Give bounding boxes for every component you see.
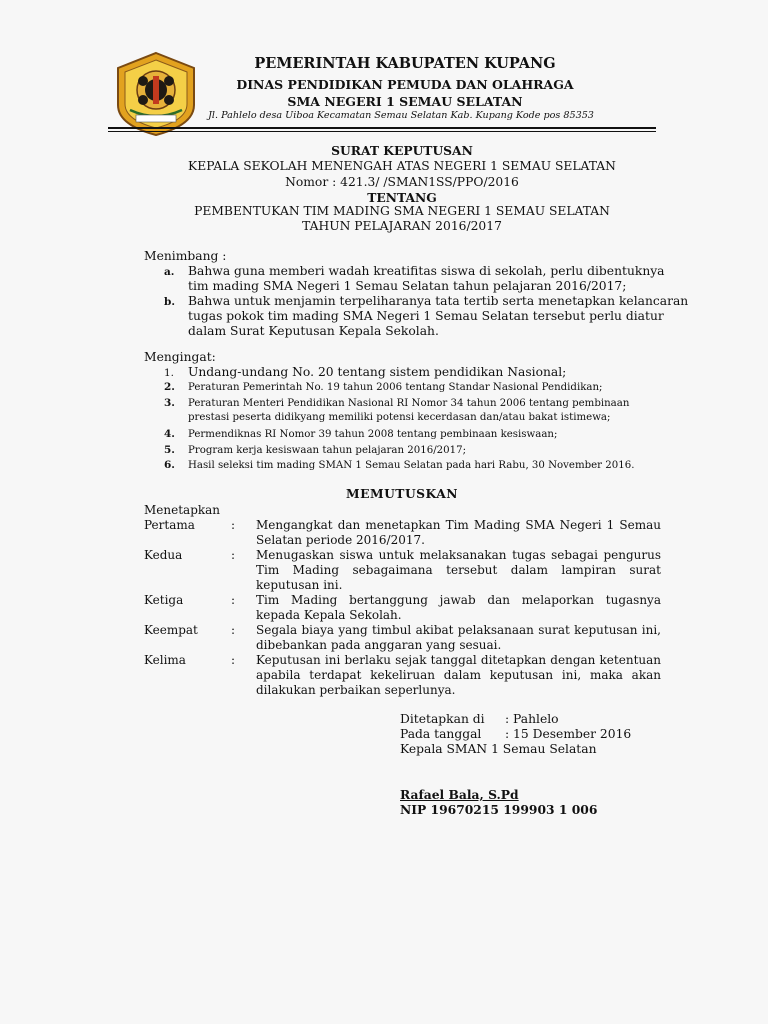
- list-line: Permendiknas RI Nomor 39 tahun 2008 tentang pembinaan kesiswaan;: [188, 429, 558, 440]
- signatory-name: Rafael Bala, S.Pd: [400, 787, 519, 802]
- letterhead-department: DINAS PENDIDIKAN PEMUDA DAN OLAHRAGA: [236, 77, 574, 92]
- decree-type: SURAT KEPUTUSAN: [331, 143, 473, 158]
- list-item-b: [164, 294, 688, 308]
- decision-label: Kedua: [144, 548, 183, 562]
- letterhead-school: SMA NEGERI 1 SEMAU SELATAN: [287, 94, 523, 109]
- decree-subject: PEMBENTUKAN TIM MADING SMA NEGERI 1 SEMAU SELATAN: [194, 204, 610, 218]
- list-line: dalam Surat Keputusan Kepala Sekolah.: [188, 324, 439, 338]
- regency-seal-icon: [110, 50, 202, 138]
- list-line: Peraturan Pemerintah No. 19 tahun 2006 tentang Standar Nasional Pendidikan;: [188, 382, 603, 393]
- list-marker: 6.: [164, 459, 175, 471]
- list-line: tim mading SMA Negeri 1 Semau Selatan tahun pelajaran 2016/2017;: [188, 279, 627, 293]
- signature-place-value: : Pahlelo: [505, 712, 559, 726]
- list-marker: 4.: [164, 428, 175, 440]
- list-marker: 5.: [164, 444, 175, 456]
- list-item-1: [164, 365, 566, 379]
- list-marker: b.: [164, 296, 175, 308]
- decision-label: Ketiga: [144, 593, 184, 607]
- section-mengingat: Mengingat:: [144, 350, 216, 364]
- letterhead-address: Jl. Pahlelo desa Uiboa Kecamatan Semau Selatan Kab. Kupang Kode pos 85353: [208, 110, 594, 121]
- signature-place-label: Ditetapkan di: [400, 712, 485, 726]
- list-item-3: [164, 397, 629, 409]
- section-memutuskan: MEMUTUSKAN: [345, 486, 459, 501]
- list-item-4: [164, 428, 557, 440]
- menetapkan-label: Menetapkan: [144, 503, 221, 517]
- letterhead-rule: [108, 127, 656, 129]
- decree-about: TENTANG: [367, 190, 437, 205]
- signature-position: Kepala SMAN 1 Semau Selatan: [400, 742, 597, 756]
- list-item-a: [164, 264, 665, 278]
- decision-colon: :: [231, 623, 236, 637]
- list-marker: 3.: [164, 397, 175, 409]
- decision-text: Mengangkat dan menetapkan Tim Mading SMA Negeri 1 Semau Selatan periode 2016/2017.: [256, 518, 661, 547]
- list-item-6: [164, 459, 634, 471]
- list-line: tugas pokok tim mading SMA Negeri 1 Semau Selatan tersebut perlu diatur: [188, 309, 664, 323]
- list-line: Undang-undang No. 20 tentang sistem pendidikan Nasional;: [188, 365, 567, 379]
- list-line: prestasi peserta didikyang memiliki potensi kecerdasan dan/atau bakat istimewa;: [188, 412, 611, 423]
- decision-text: Tim Mading bertanggung jawab dan melaporkan tugasnya kepada Kepala Sekolah.: [256, 593, 661, 622]
- letterhead-government: PEMERINTAH KABUPATEN KUPANG: [254, 55, 556, 72]
- list-line: Program kerja kesiswaan tahun pelajaran 2016/2017;: [188, 445, 467, 456]
- section-menimbang: Menimbang :: [144, 249, 227, 263]
- decision-label: Keempat: [144, 623, 198, 637]
- decision-colon: :: [231, 548, 236, 562]
- decision-text: Keputusan ini berlaku sejak tanggal ditetapkan dengan ketentuan apabila terdapat kekeliruan dalam keputusan ini, maka akan dilakukan perbaikan seperlunya.: [256, 653, 661, 697]
- list-marker: 2.: [164, 381, 175, 393]
- list-line: Bahwa guna memberi wadah kreatifitas siswa di sekolah, perlu dibentuknya: [188, 264, 665, 278]
- decree-number: Nomor : 421.3/ /SMAN1SS/PPO/2016: [285, 175, 519, 189]
- decision-colon: :: [231, 593, 236, 607]
- decision-label: Kelima: [144, 653, 186, 667]
- decision-text: Segala biaya yang timbul akibat pelaksanaan surat keputusan ini, dibebankan pada anggaran yang sesuai.: [256, 623, 661, 652]
- list-line: Bahwa untuk menjamin terpeliharanya tata tertib serta menetapkan kelancaran: [188, 294, 689, 308]
- list-item-5: [164, 444, 466, 456]
- list-line: Peraturan Menteri Pendidikan Nasional RI Nomor 34 tahun 2006 tentang pembinaan: [188, 398, 630, 409]
- decision-colon: :: [231, 518, 236, 532]
- list-marker: a.: [164, 266, 175, 278]
- decree-issuer: KEPALA SEKOLAH MENENGAH ATAS NEGERI 1 SEMAU SELATAN: [188, 159, 616, 173]
- decision-text: Menugaskan siswa untuk melaksanakan tugas sebagai pengurus Tim Mading sebagaimana tersebut dalam lampiran surat keputusan ini.: [256, 548, 661, 592]
- list-line: Hasil seleksi tim mading SMAN 1 Semau Selatan pada hari Rabu, 30 November 2016.: [188, 460, 635, 471]
- decision-label: Pertama: [144, 518, 195, 532]
- decision-colon: :: [231, 653, 236, 667]
- letterhead-rule-thin: [108, 131, 656, 132]
- list-marker: 1.: [164, 367, 175, 379]
- list-item-2: [164, 381, 602, 393]
- signature-date-label: Pada tanggal: [400, 727, 482, 741]
- signature-date-value: : 15 Desember 2016: [505, 727, 632, 741]
- signatory-nip: NIP 19670215 199903 1 006: [400, 802, 598, 817]
- decree-subject-year: TAHUN PELAJARAN 2016/2017: [302, 219, 502, 233]
